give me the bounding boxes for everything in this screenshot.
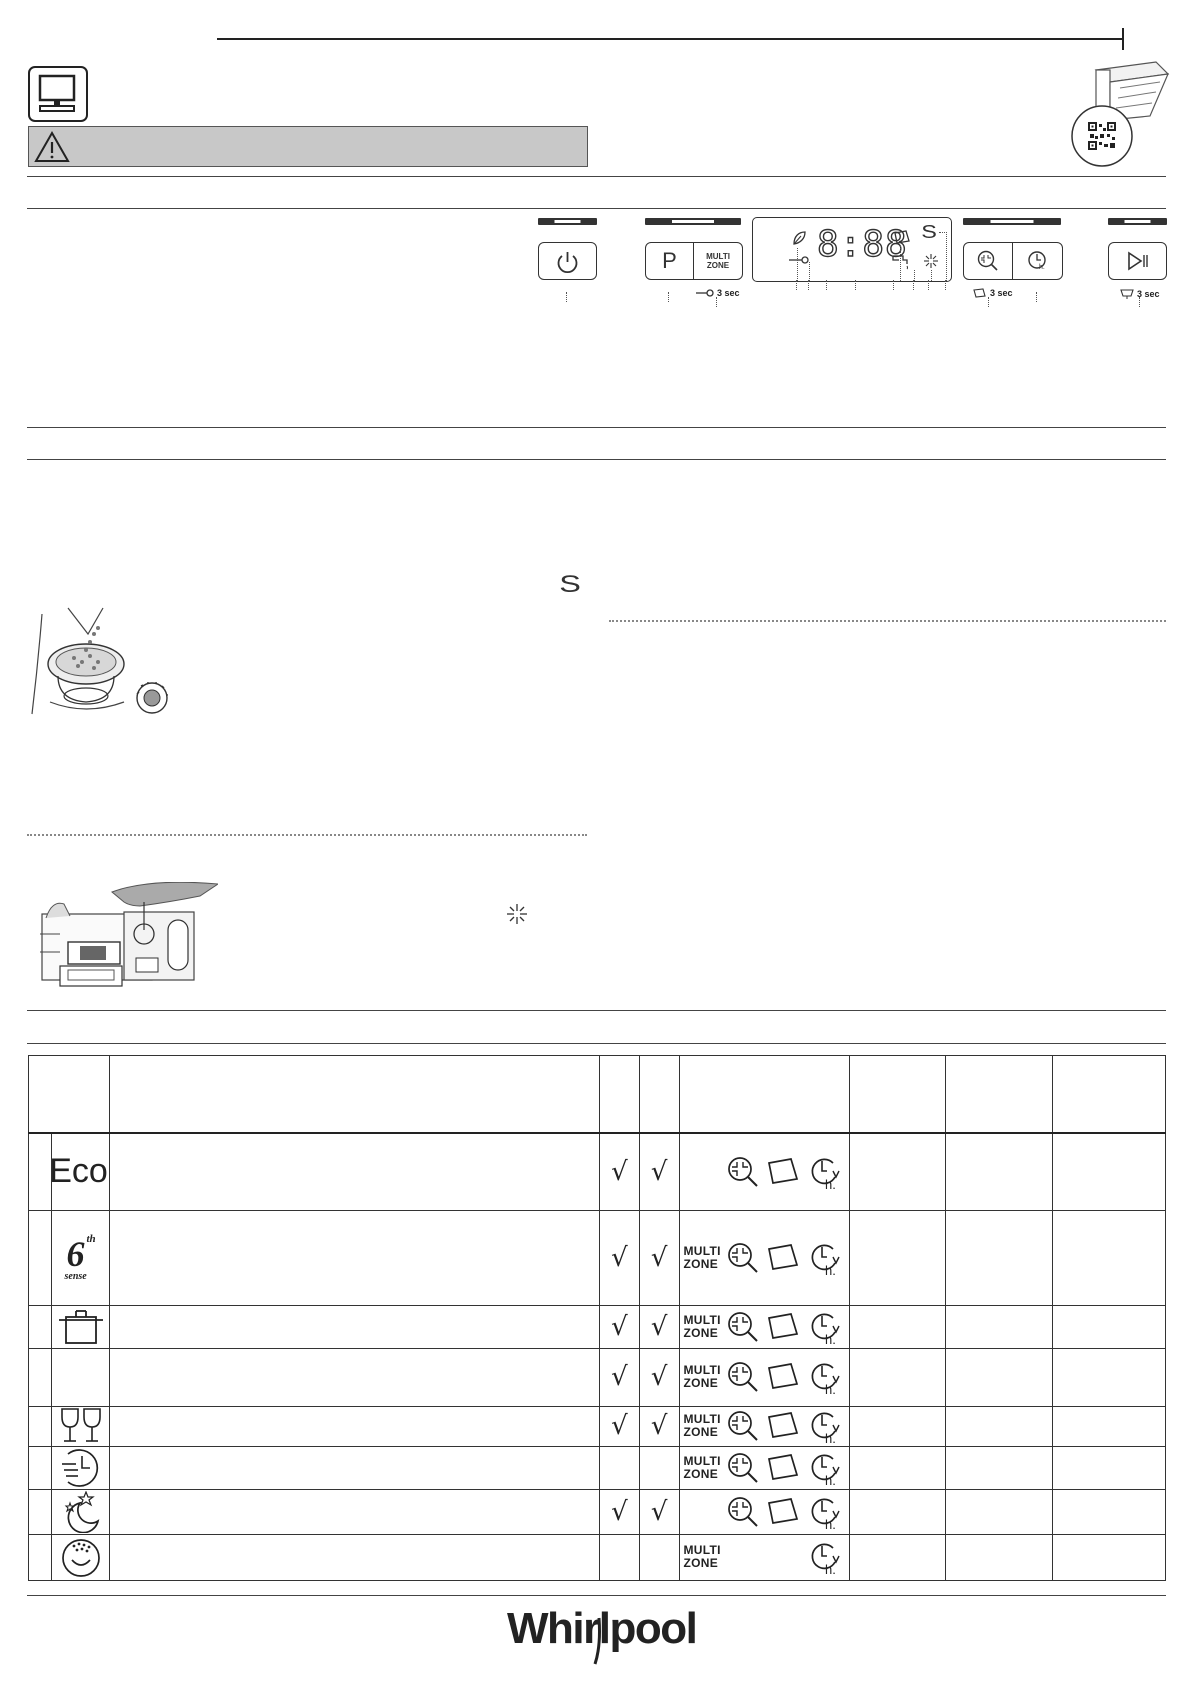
delay-clock-icon: [805, 1538, 843, 1576]
delay-clock-icon: [805, 1239, 843, 1277]
multizone-label-line1: MULTI: [683, 1243, 721, 1258]
tablet-icon: [765, 1243, 801, 1273]
section-rule: [27, 176, 1166, 177]
program-options-cell: [679, 1489, 849, 1534]
program-row: [29, 1305, 1166, 1348]
program-description-cell: [110, 1348, 600, 1406]
table-header-row: [29, 1056, 1166, 1134]
6th-sense-number: 6: [66, 1233, 85, 1274]
power-icon: [539, 243, 596, 279]
program-button[interactable]: [646, 243, 694, 279]
multizone-button[interactable]: [694, 243, 742, 279]
col-header: [29, 1056, 110, 1134]
col-header: [679, 1056, 849, 1134]
program-description-cell: [110, 1446, 600, 1489]
self-clean-program-icon: [59, 1536, 103, 1578]
multizone-label-line1: MULTI: [683, 1363, 721, 1377]
tablet-hold-hint: [973, 288, 1013, 298]
tablet-icon: [765, 1453, 801, 1483]
svg-text:h.: h.: [824, 1431, 836, 1445]
program-row: [29, 1534, 1166, 1580]
zone-wash-icon: [725, 1309, 761, 1345]
program-icon-cell: [29, 1446, 110, 1489]
play-pause-icon: [1109, 243, 1166, 279]
program-row: [29, 1348, 1166, 1406]
top-rule: [217, 38, 1123, 40]
section-rule: [27, 1043, 1166, 1044]
program-options-cell: [679, 1133, 849, 1210]
svg-text:h.: h.: [824, 1472, 836, 1487]
program-row: [29, 1446, 1166, 1489]
svg-text:h.: h.: [824, 1176, 836, 1191]
multizone-option: [680, 1245, 721, 1271]
col-header: [945, 1056, 1053, 1134]
program-data-cell: [1053, 1446, 1166, 1489]
key-lock-hint: [696, 288, 740, 298]
eco-leaf-icon: [791, 230, 807, 246]
compatibility-check-cell: [639, 1446, 679, 1489]
delay-start-button[interactable]: [1013, 243, 1062, 279]
program-options-cell: [679, 1446, 849, 1489]
program-options-cell: [679, 1534, 849, 1580]
dotted-separator: [27, 834, 587, 836]
cancel-hold-label: 3 sec: [1137, 288, 1160, 299]
program-options-cell: [679, 1406, 849, 1446]
program-row: [29, 1489, 1166, 1534]
program-data-cell: [1053, 1210, 1166, 1305]
compatibility-check-cell: √: [639, 1210, 679, 1305]
program-description-cell: [110, 1305, 600, 1348]
dishwasher-qr-illustration: [1070, 58, 1170, 170]
multizone-option: [680, 1544, 721, 1570]
compatibility-check-cell: [639, 1534, 679, 1580]
program-data-cell: [1053, 1489, 1166, 1534]
multizone-option: [680, 1413, 721, 1439]
svg-text:h.: h.: [824, 1562, 836, 1576]
multizone-label-line2: ZONE: [683, 1556, 719, 1570]
program-data-cell: [1053, 1133, 1166, 1210]
svg-text:h.: h.: [824, 1331, 836, 1346]
multizone-label-line1: MULTI: [706, 252, 730, 261]
display-digits: 8:88: [817, 224, 908, 265]
section-rule: [27, 427, 1166, 428]
svg-text:h.: h.: [1038, 264, 1045, 271]
multizone-label-line2: ZONE: [683, 1256, 719, 1271]
tap-water-indicator-icon: [891, 252, 911, 270]
salt-reservoir-illustration: [28, 604, 168, 726]
program-description-cell: [110, 1406, 600, 1446]
eco-program-icon: Eco: [49, 1152, 108, 1191]
program-data-cell: [849, 1305, 945, 1348]
multizone-label-line2: ZONE: [683, 1466, 719, 1481]
program-description-cell: [110, 1210, 600, 1305]
program-data-cell: [945, 1210, 1053, 1305]
zone-wash-icon: [725, 1450, 761, 1486]
program-options-cell: [679, 1210, 849, 1305]
program-description-cell: [110, 1489, 600, 1534]
compatibility-check-cell: √: [639, 1305, 679, 1348]
tablet-icon: [765, 1411, 801, 1441]
program-icon-cell: [29, 1489, 110, 1534]
multizone-label-line2: ZONE: [683, 1425, 719, 1439]
zone-wash-icon: [976, 249, 1000, 273]
rinse-aid-indicator-icon: [923, 253, 939, 269]
display-panel: [752, 217, 952, 282]
svg-text:h.: h.: [824, 1382, 836, 1396]
dotted-separator: [609, 620, 1166, 622]
power-button[interactable]: [538, 242, 597, 280]
start-pause-button[interactable]: [1108, 242, 1167, 280]
pot-program-icon: [56, 1307, 106, 1347]
rinse-aid-symbol-icon: [506, 903, 528, 925]
glasses-program-icon: [56, 1407, 106, 1445]
svg-text:h.: h.: [824, 1262, 836, 1277]
program-row: [29, 1210, 1166, 1305]
key-lock-hold-label: 3 sec: [717, 288, 740, 298]
tablet-icon: [973, 288, 987, 298]
compatibility-check-cell: √: [639, 1133, 679, 1210]
program-icon-cell: [29, 1348, 110, 1406]
program-data-cell: [945, 1348, 1053, 1406]
program-multizone-button-group: [645, 242, 743, 280]
compatibility-check-cell: √: [639, 1348, 679, 1406]
zone-wash-icon: [725, 1240, 761, 1276]
program-options-cell: [679, 1348, 849, 1406]
extra-dry-tablet-button[interactable]: [964, 243, 1013, 279]
program-icon-cell: [29, 1406, 110, 1446]
whirlpool-logo: [505, 1598, 695, 1668]
program-data-cell: [849, 1406, 945, 1446]
col-header: [1053, 1056, 1166, 1134]
zone-wash-icon: [725, 1494, 761, 1530]
program-data-cell: [945, 1406, 1053, 1446]
tablet-icon: [765, 1157, 801, 1187]
delay-clock-icon: [805, 1358, 843, 1396]
compatibility-check-cell: √: [600, 1210, 640, 1305]
program-data-cell: [849, 1534, 945, 1580]
compatibility-check-cell: √: [639, 1489, 679, 1534]
tablet-indicator-icon: [893, 230, 911, 244]
zone-wash-icon: [725, 1359, 761, 1395]
delay-clock-icon: [805, 1407, 843, 1445]
program-data-cell: [849, 1348, 945, 1406]
program-data-cell: [945, 1305, 1053, 1348]
program-row: [29, 1133, 1166, 1210]
key-icon: [696, 289, 714, 297]
monitor-icon: [28, 66, 88, 122]
options-button-group: [963, 242, 1063, 280]
6th-sense-subscript: sense: [64, 1270, 87, 1282]
multizone-label-line1: MULTI: [683, 1312, 721, 1327]
col-header: [849, 1056, 945, 1134]
delay-clock-icon: [805, 1493, 843, 1531]
program-data-cell: [1053, 1305, 1166, 1348]
compatibility-check-cell: [600, 1446, 640, 1489]
warning-triangle-icon: [32, 129, 72, 165]
program-icon-cell: [29, 1305, 110, 1348]
warning-banner: [28, 126, 588, 167]
quick-wash-program-icon: [58, 1448, 104, 1488]
tablet-icon: [765, 1312, 801, 1342]
section-rule: [27, 1010, 1166, 1011]
col-header: [110, 1056, 600, 1134]
led-bar: [645, 218, 741, 225]
compatibility-check-cell: √: [600, 1406, 640, 1446]
6th-sense-superscript: th: [86, 1232, 96, 1245]
program-data-cell: [849, 1489, 945, 1534]
tablet-icon: [765, 1362, 801, 1392]
compatibility-check-cell: √: [600, 1305, 640, 1348]
program-icon-cell: [29, 1534, 110, 1580]
program-data-cell: [1053, 1534, 1166, 1580]
delay-clock-icon: [805, 1153, 843, 1191]
multizone-label-line1: MULTI: [683, 1412, 721, 1426]
delay-clock-icon: [1026, 249, 1050, 273]
program-button-label: P: [662, 248, 677, 273]
program-row: [29, 1406, 1166, 1446]
compatibility-check-cell: √: [600, 1348, 640, 1406]
program-data-cell: [849, 1210, 945, 1305]
program-data-cell: [945, 1446, 1053, 1489]
key-lock-indicator-icon: [789, 256, 809, 264]
night-program-icon: [58, 1491, 104, 1533]
section-rule: [27, 208, 1166, 209]
multizone-label-line1: MULTI: [683, 1453, 721, 1468]
led-bar: [538, 218, 597, 225]
rinse-aid-dispenser-illustration: [40, 882, 218, 994]
multizone-option: [680, 1314, 721, 1340]
led-bar: [963, 218, 1061, 225]
led-bar: [1108, 218, 1167, 225]
drain-icon: [1120, 288, 1134, 299]
salt-indicator: S: [921, 222, 937, 242]
multizone-option: [680, 1364, 721, 1390]
compatibility-check-cell: √: [600, 1489, 640, 1534]
tablet-icon: [765, 1497, 801, 1527]
salt-section-symbol: S: [559, 571, 581, 598]
program-icon-cell: [29, 1133, 110, 1210]
multizone-label-line1: MULTI: [683, 1543, 721, 1557]
delay-clock-icon: [805, 1308, 843, 1346]
program-description-cell: [110, 1534, 600, 1580]
program-data-cell: [849, 1133, 945, 1210]
program-data-cell: [945, 1133, 1053, 1210]
compatibility-check-cell: √: [600, 1133, 640, 1210]
program-table: [28, 1055, 1166, 1581]
zone-wash-icon: [725, 1408, 761, 1444]
compatibility-check-cell: [600, 1534, 640, 1580]
delay-clock-icon: [805, 1449, 843, 1487]
program-data-cell: [945, 1534, 1053, 1580]
program-icon-cell: [29, 1210, 110, 1305]
program-data-cell: [1053, 1348, 1166, 1406]
program-data-cell: [945, 1489, 1053, 1534]
svg-text:h.: h.: [824, 1516, 836, 1531]
program-options-cell: [679, 1305, 849, 1348]
top-rule-end: [1122, 28, 1124, 50]
tablet-hold-label: 3 sec: [990, 288, 1013, 298]
program-data-cell: [1053, 1406, 1166, 1446]
section-rule: [27, 1595, 1166, 1596]
brand-name: Whirlpool: [507, 1604, 697, 1653]
zone-wash-icon: [725, 1154, 761, 1190]
compatibility-check-cell: √: [639, 1406, 679, 1446]
multizone-option: [680, 1455, 721, 1481]
col-header: [600, 1056, 640, 1134]
6th-sense-program-icon: [61, 1233, 101, 1283]
multizone-label-line2: ZONE: [683, 1325, 719, 1340]
col-header: [639, 1056, 679, 1134]
multizone-label-line2: ZONE: [706, 261, 730, 270]
section-rule: [27, 459, 1166, 460]
multizone-label-line2: ZONE: [683, 1376, 719, 1390]
program-description-cell: [110, 1133, 600, 1210]
program-data-cell: [849, 1446, 945, 1489]
